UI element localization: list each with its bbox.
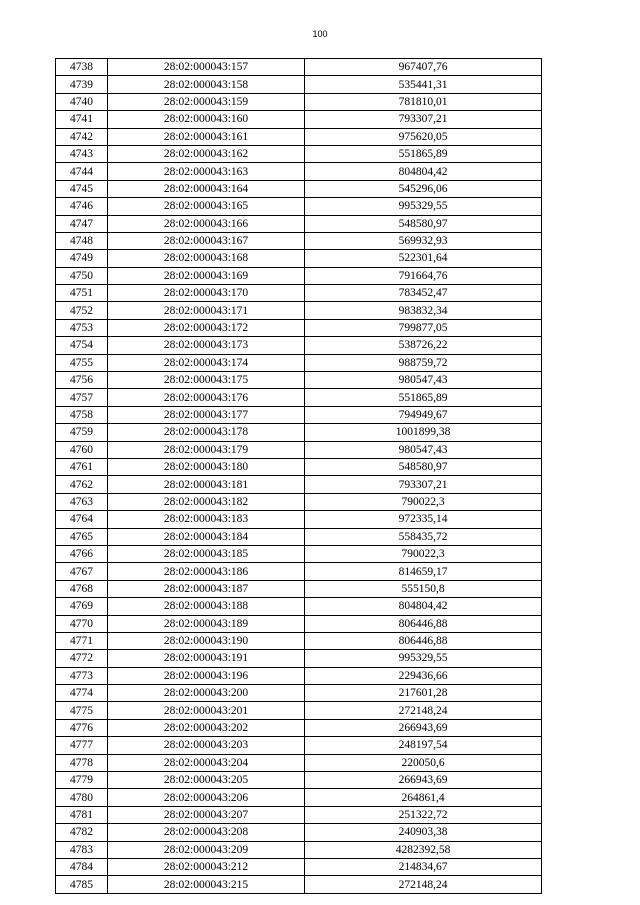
cadastral-number-cell: 28:02:000043:173 [108,337,305,354]
cadastral-number-cell: 28:02:000043:186 [108,563,305,580]
cadastral-value-cell: 806446,88 [305,615,542,632]
table-row [56,198,542,215]
row-number-cell: 4781 [56,806,108,823]
table-row [56,615,542,632]
row-number-cell: 4769 [56,598,108,615]
table-row [56,511,542,528]
cadastral-value-cell: 806446,88 [305,632,542,649]
table-row [56,528,542,545]
cadastral-value-cell: 967407,76 [305,59,542,76]
table-row [56,215,542,232]
cadastral-value-cell: 799877,05 [305,319,542,336]
cadastral-value-cell: 814659,17 [305,563,542,580]
table-row [56,145,542,162]
row-number-cell: 4778 [56,754,108,771]
table-row [56,111,542,128]
table-row [56,545,542,562]
table-row [56,580,542,597]
row-number-cell: 4770 [56,615,108,632]
cadastral-value-cell: 980547,43 [305,372,542,389]
cadastral-number-cell: 28:02:000043:187 [108,580,305,597]
row-number-cell: 4776 [56,719,108,736]
cadastral-value-cell: 535441,31 [305,76,542,93]
row-number-cell: 4774 [56,685,108,702]
row-number-cell: 4763 [56,493,108,510]
cadastral-number-cell: 28:02:000043:208 [108,824,305,841]
cadastral-number-cell: 28:02:000043:190 [108,632,305,649]
cadastral-number-cell: 28:02:000043:215 [108,876,305,893]
cadastral-number-cell: 28:02:000043:204 [108,754,305,771]
row-number-cell: 4760 [56,441,108,458]
cadastral-value-cell: 988759,72 [305,354,542,371]
table-row [56,685,542,702]
table-row [56,163,542,180]
cadastral-value-cell: 975620,05 [305,128,542,145]
table-row [56,458,542,475]
cadastral-value-cell: 272148,24 [305,876,542,893]
cadastral-number-cell: 28:02:000043:162 [108,145,305,162]
row-number-cell: 4745 [56,180,108,197]
cadastral-number-cell: 28:02:000043:207 [108,806,305,823]
table-row [56,337,542,354]
cadastral-number-cell: 28:02:000043:163 [108,163,305,180]
cadastral-value-cell: 783452,47 [305,285,542,302]
cadastral-number-cell: 28:02:000043:188 [108,598,305,615]
table-row [56,232,542,249]
row-number-cell: 4753 [56,319,108,336]
cadastral-number-cell: 28:02:000043:178 [108,424,305,441]
table-row [56,267,542,284]
row-number-cell: 4773 [56,667,108,684]
cadastral-number-cell: 28:02:000043:159 [108,93,305,110]
row-number-cell: 4765 [56,528,108,545]
table-row [56,754,542,771]
table-row [56,93,542,110]
row-number-cell: 4768 [56,580,108,597]
cadastral-value-cell: 555150,8 [305,580,542,597]
table-row [56,354,542,371]
cadastral-number-cell: 28:02:000043:205 [108,772,305,789]
cadastral-number-cell: 28:02:000043:180 [108,458,305,475]
cadastral-number-cell: 28:02:000043:169 [108,267,305,284]
table-row [56,59,542,76]
row-number-cell: 4766 [56,545,108,562]
row-number-cell: 4749 [56,250,108,267]
row-number-cell: 4750 [56,267,108,284]
cadastral-number-cell: 28:02:000043:196 [108,667,305,684]
cadastral-value-cell: 551865,89 [305,389,542,406]
cadastral-value-cell: 790022,3 [305,545,542,562]
row-number-cell: 4758 [56,406,108,423]
cadastral-value-cell: 790022,3 [305,493,542,510]
table-row [56,650,542,667]
cadastral-value-cell: 220050,6 [305,754,542,771]
cadastral-number-cell: 28:02:000043:174 [108,354,305,371]
cadastral-number-cell: 28:02:000043:181 [108,476,305,493]
table-row [56,789,542,806]
cadastral-value-cell: 240903,38 [305,824,542,841]
cadastral-number-cell: 28:02:000043:175 [108,372,305,389]
cadastral-value-cell: 781810,01 [305,93,542,110]
table-row [56,319,542,336]
row-number-cell: 4785 [56,876,108,893]
cadastral-number-cell: 28:02:000043:166 [108,215,305,232]
table-row [56,285,542,302]
cadastral-value-cell: 272148,24 [305,702,542,719]
cadastral-number-cell: 28:02:000043:200 [108,685,305,702]
cadastral-value-cell: 251322,72 [305,806,542,823]
cadastral-value-cell: 548580,97 [305,215,542,232]
cadastral-number-cell: 28:02:000043:201 [108,702,305,719]
cadastral-number-cell: 28:02:000043:183 [108,511,305,528]
page-number: 100 [312,29,328,39]
registry-table [55,58,542,894]
cadastral-value-cell: 217601,28 [305,685,542,702]
table-row [56,476,542,493]
cadastral-number-cell: 28:02:000043:179 [108,441,305,458]
table-row [56,737,542,754]
cadastral-number-cell: 28:02:000043:191 [108,650,305,667]
registry-table-body [56,59,542,894]
cadastral-value-cell: 266943,69 [305,772,542,789]
cadastral-value-cell: 804804,42 [305,163,542,180]
table-row [56,667,542,684]
table-row [56,719,542,736]
row-number-cell: 4752 [56,302,108,319]
table-row [56,180,542,197]
cadastral-number-cell: 28:02:000043:164 [108,180,305,197]
cadastral-value-cell: 995329,55 [305,650,542,667]
row-number-cell: 4757 [56,389,108,406]
table-row [56,128,542,145]
cadastral-number-cell: 28:02:000043:189 [108,615,305,632]
cadastral-value-cell: 983832,34 [305,302,542,319]
table-row [56,858,542,875]
cadastral-value-cell: 266943,69 [305,719,542,736]
cadastral-value-cell: 538726,22 [305,337,542,354]
cadastral-number-cell: 28:02:000043:185 [108,545,305,562]
row-number-cell: 4738 [56,59,108,76]
row-number-cell: 4759 [56,424,108,441]
cadastral-value-cell: 804804,42 [305,598,542,615]
table-row [56,806,542,823]
row-number-cell: 4762 [56,476,108,493]
row-number-cell: 4744 [56,163,108,180]
row-number-cell: 4782 [56,824,108,841]
cadastral-number-cell: 28:02:000043:206 [108,789,305,806]
cadastral-number-cell: 28:02:000043:202 [108,719,305,736]
row-number-cell: 4748 [56,232,108,249]
cadastral-number-cell: 28:02:000043:209 [108,841,305,858]
table-row [56,824,542,841]
cadastral-number-cell: 28:02:000043:184 [108,528,305,545]
table-row [56,632,542,649]
table-row [56,250,542,267]
table-row [56,563,542,580]
cadastral-number-cell: 28:02:000043:165 [108,198,305,215]
cadastral-value-cell: 995329,55 [305,198,542,215]
row-number-cell: 4755 [56,354,108,371]
row-number-cell: 4767 [56,563,108,580]
cadastral-number-cell: 28:02:000043:176 [108,389,305,406]
row-number-cell: 4764 [56,511,108,528]
row-number-cell: 4746 [56,198,108,215]
row-number-cell: 4772 [56,650,108,667]
row-number-cell: 4777 [56,737,108,754]
table-row [56,876,542,893]
row-number-cell: 4740 [56,93,108,110]
table-row [56,493,542,510]
cadastral-number-cell: 28:02:000043:171 [108,302,305,319]
row-number-cell: 4742 [56,128,108,145]
cadastral-value-cell: 793307,21 [305,111,542,128]
table-row [56,441,542,458]
cadastral-number-cell: 28:02:000043:170 [108,285,305,302]
cadastral-number-cell: 28:02:000043:158 [108,76,305,93]
row-number-cell: 4761 [56,458,108,475]
table-row [56,389,542,406]
cadastral-number-cell: 28:02:000043:212 [108,858,305,875]
row-number-cell: 4756 [56,372,108,389]
row-number-cell: 4747 [56,215,108,232]
table-row [56,598,542,615]
cadastral-value-cell: 551865,89 [305,145,542,162]
cadastral-number-cell: 28:02:000043:182 [108,493,305,510]
cadastral-number-cell: 28:02:000043:168 [108,250,305,267]
table-row [56,406,542,423]
table-row [56,372,542,389]
table-row [56,702,542,719]
row-number-cell: 4784 [56,858,108,875]
cadastral-value-cell: 214834,67 [305,858,542,875]
table-row [56,424,542,441]
cadastral-value-cell: 558435,72 [305,528,542,545]
row-number-cell: 4771 [56,632,108,649]
table-row [56,302,542,319]
cadastral-value-cell: 4282392,58 [305,841,542,858]
row-number-cell: 4775 [56,702,108,719]
row-number-cell: 4779 [56,772,108,789]
row-number-cell: 4754 [56,337,108,354]
row-number-cell: 4751 [56,285,108,302]
cadastral-number-cell: 28:02:000043:167 [108,232,305,249]
row-number-cell: 4743 [56,145,108,162]
cadastral-value-cell: 548580,97 [305,458,542,475]
row-number-cell: 4780 [56,789,108,806]
row-number-cell: 4741 [56,111,108,128]
row-number-cell: 4783 [56,841,108,858]
cadastral-number-cell: 28:02:000043:157 [108,59,305,76]
cadastral-number-cell: 28:02:000043:203 [108,737,305,754]
cadastral-value-cell: 569932,93 [305,232,542,249]
cadastral-value-cell: 1001899,38 [305,424,542,441]
cadastral-value-cell: 972335,14 [305,511,542,528]
table-row [56,772,542,789]
table-row [56,841,542,858]
cadastral-value-cell: 545296,06 [305,180,542,197]
table-row [56,76,542,93]
cadastral-value-cell: 248197,54 [305,737,542,754]
cadastral-number-cell: 28:02:000043:177 [108,406,305,423]
row-number-cell: 4739 [56,76,108,93]
cadastral-value-cell: 229436,66 [305,667,542,684]
cadastral-value-cell: 794949,67 [305,406,542,423]
cadastral-number-cell: 28:02:000043:172 [108,319,305,336]
cadastral-value-cell: 980547,43 [305,441,542,458]
cadastral-value-cell: 264861,4 [305,789,542,806]
cadastral-number-cell: 28:02:000043:161 [108,128,305,145]
cadastral-value-cell: 522301,64 [305,250,542,267]
cadastral-value-cell: 793307,21 [305,476,542,493]
cadastral-value-cell: 791664,76 [305,267,542,284]
cadastral-number-cell: 28:02:000043:160 [108,111,305,128]
